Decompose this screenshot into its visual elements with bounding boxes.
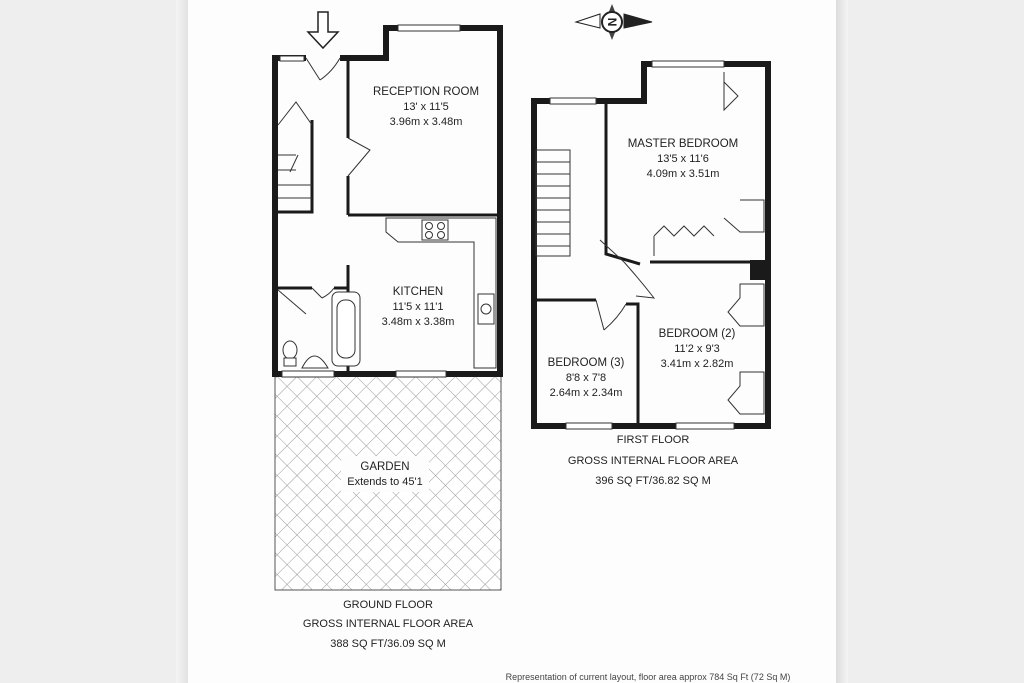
master-bedroom-name: MASTER BEDROOM <box>627 138 739 150</box>
first-floor-area-label: GROSS INTERNAL FLOOR AREA <box>567 455 739 467</box>
hall-window <box>280 56 304 61</box>
master-bedroom-dim-imperial: 13'5 x 11'6 <box>657 153 709 165</box>
ground-floor-area-value: 388 SQ FT/36.09 SQ M <box>330 638 446 650</box>
kitchen-name: KITCHEN <box>392 286 444 298</box>
stair-window <box>550 98 596 104</box>
garden-note: Extends to 45'1 <box>347 476 423 488</box>
bed2-window <box>676 423 734 429</box>
front-wall-step <box>346 38 386 60</box>
bathroom-window <box>282 371 334 377</box>
chimney-breast <box>750 260 766 280</box>
bath-icon <box>332 292 360 366</box>
bed2-wardrobe-icon <box>728 284 764 326</box>
kitchen-door <box>396 371 446 377</box>
reception-window <box>398 25 460 31</box>
bedroom2-dim-metric: 3.41m x 2.82m <box>660 358 734 370</box>
reception-door-swing <box>348 138 370 176</box>
ground-floor-plan <box>275 12 501 590</box>
bedroom3-dim-imperial: 8'8 x 7'8 <box>565 372 607 384</box>
first-floor-stairs <box>536 150 570 256</box>
compass-letter: N <box>605 17 620 27</box>
reception-room-dim-imperial: 13' x 11'5 <box>403 101 449 113</box>
basin-icon <box>302 356 328 368</box>
master-wardrobe-icon <box>724 72 764 232</box>
bedroom2-name: BEDROOM (2) <box>658 328 736 340</box>
kitchen-dim-metric: 3.48m x 3.38m <box>381 316 455 328</box>
landing-wall <box>606 103 640 264</box>
entrance-arrow-icon <box>308 12 338 48</box>
bathroom-door-leaf <box>278 290 306 314</box>
first-floor-title: FIRST FLOOR <box>616 434 690 446</box>
ground-stairs <box>278 102 312 198</box>
bed3-door-swing <box>596 300 626 330</box>
garden-name: GARDEN <box>360 461 410 473</box>
first-floor-area-value: 396 SQ FT/36.82 SQ M <box>595 475 711 487</box>
bedroom3-name: BEDROOM (3) <box>547 357 625 369</box>
toilet-icon <box>283 341 297 359</box>
reception-room-dim-metric: 3.96m x 3.48m <box>389 116 463 128</box>
bathroom-door-swing <box>312 288 334 298</box>
compass-icon <box>576 4 652 40</box>
sink-icon <box>478 294 494 324</box>
master-wardrobe-doors <box>654 226 714 236</box>
kitchen-dim-imperial: 11'5 x 11'1 <box>392 301 444 313</box>
bed3-window <box>566 423 612 429</box>
bed2-wardrobe2-icon <box>728 372 764 414</box>
master-door-swing <box>600 240 654 298</box>
master-bedroom-dim-metric: 4.09m x 3.51m <box>646 168 720 180</box>
first-floor-labels <box>548 138 739 487</box>
reception-room-name: RECEPTION ROOM <box>372 86 480 98</box>
front-door-swing <box>306 58 340 80</box>
bedroom3-dim-metric: 2.64m x 2.34m <box>549 387 623 399</box>
master-window <box>652 61 724 67</box>
footer-note: Representation of current layout, floor area approx 784 Sq Ft (72 Sq M) <box>505 672 791 682</box>
ground-floor-title: GROUND FLOOR <box>343 599 433 611</box>
ground-floor-area-label: GROSS INTERNAL FLOOR AREA <box>302 618 474 630</box>
bedroom2-dim-imperial: 11'2 x 9'3 <box>674 343 720 355</box>
